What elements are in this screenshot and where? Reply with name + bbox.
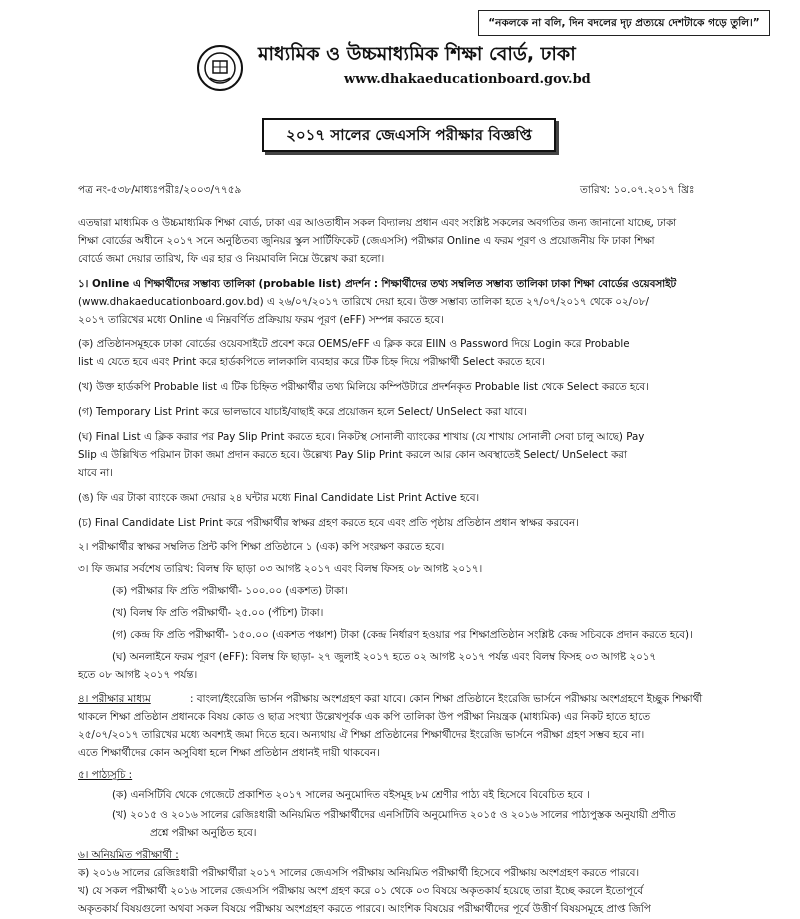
fee-item: হতে ০৮ আগষ্ট ২০১৭ পর্যন্ত। (78, 669, 198, 681)
fee-item: (গ) কেন্দ্র ফি প্রতি পরীক্ষার্থী- ১৫০.০০ (একশত পঞ্চাশ) টাকা (কেন্দ্র নির্ধারণ হওয়ার পর শিক্ষাপ্রতিষ্ঠান সংশ্লিষ্ট কেন্দ্র সচিবকে প্রদান করতে হবে)। (112, 629, 693, 641)
motto-box: “নকলকে না বলি, দিন বদলের দৃঢ় প্রত্যয়ে দেশটাকে গড়ে তুলি।” (478, 10, 770, 36)
board-name: মাধ্যমিক ও উচ্চমাধ্যমিক শিক্ষা বোর্ড, ঢাকা (258, 43, 576, 65)
section5-heading (78, 766, 778, 785)
step-line: list এ যেতে হবে এবং Print করে হার্ডকপিতে লালকালি ব্যবহার করে টিক চিহ্ন দিয়ে পরীক্ষার্থী Select করতে হবে। (78, 356, 545, 368)
step-line: (ঙ) ফি এর টাকা ব্যাংকে জমা দেয়ার ২৪ ঘন্টার মধ্যে Final Candidate List Print Active হবে। (78, 492, 480, 504)
irregular-line: খ) যে সকল পরীক্ষার্থী ২০১৬ সালের জেএসসি পরীক্ষায় অংশ গ্রহণ করে ০১ থেকে ০৩ বিষয়ে অকৃতকার্য হয়েছে তারা ইচ্ছে করলে ইতোপূর্বে (78, 885, 643, 897)
section1-line: ২০১৭ তারিখের মধ্যে Online এ নিম্নবর্ণিত প্রক্রিয়ায় ফরম পূরণ (eFF) সম্পন্ন করতে হবে। (78, 314, 444, 326)
section6-heading (78, 846, 778, 865)
section5-heading-text: ৫। পাঠ্যসূচি : (78, 769, 133, 781)
step-line: (ক) প্রতিষ্ঠানসমূহকে ঢাকা বোর্ডের ওয়েবসাইটে প্রবেশ করে OEMS/eFF এ ক্লিক করে EIIN ও Password দিয়ে Login করে Probable (78, 338, 630, 350)
board-seal-logo (196, 44, 244, 92)
section1-line: (www.dhakaeducationboard.gov.bd) এ ২৬/০৭/২০১৭ তারিখে দেয়া হবে। উক্ত সম্ভাব্য তালিকা হতে ২৭/০৭/২০১৭ থেকে ০২/০৮/ (78, 296, 649, 308)
fee-item: (ঘ) অনলাইনে ফরম পূরণ (eFF): বিলম্ব ফি ছাড়া- ২৭ জুলাই ২০১৭ হতে ০২ আগষ্ট ২০১৭ পর্যন্ত এবং বিলম্ব ফিসহ ০৩ আগষ্ট ২০১৭ (112, 651, 657, 663)
section1-line: ১। Online এ শিক্ষার্থীদের সম্ভাব্য তালিকা (probable list) প্রদর্শন : শিক্ষার্থীদের তথ্য সম্বলিত সম্ভাব্য তালিকা ঢাকা শিক্ষা বোর্ডের ওয়েবসাইট (78, 278, 677, 290)
step-line: (চ) Final Candidate List Print করে পরীক্ষার্থীর স্বাক্ষর গ্রহণ করতে হবে এবং প্রতি পৃষ্ঠায় প্রতিষ্ঠান প্রধান স্বাক্ষর করবেন। (78, 517, 579, 529)
section4-line: ২৫/০৭/২০১৭ তারিখের মধ্যে অবশ্যই জমা দিতে হবে। অন্যথায় ঐ শিক্ষা প্রতিষ্ঠানের শিক্ষার্থীদের ইংরেজি ভার্সনে পরীক্ষা গ্রহণ সম্ভব হবে না। (78, 729, 645, 741)
notice-date: তারিখ: ১০.০৭.২০১৭ খ্রিঃ (580, 184, 695, 196)
board-website: www.dhakaeducationboard.gov.bd (344, 72, 591, 87)
step-line: (খ) উক্ত হার্ডকপি Probable list এ টিক চিহ্নিত পরীক্ষার্থীর তথ্য মিলিয়ে কম্পিউটারে প্রদর্শনকৃত Probable list থেকে Select করতে হবে। (78, 381, 649, 393)
section4-line: এতে শিক্ষার্থীদের কোন অসুবিধা হলে শিক্ষা প্রতিষ্ঠান প্রধানই দায়ী থাকবেন। (78, 747, 380, 759)
memo-number: পত্র নং-৫৩৮/মাধ্যঃপরীঃ/২০০৩/৭৭৫৯ (78, 184, 242, 196)
irregular-line: ক) ২০১৬ সালের রেজিঃধারী পরীক্ষার্থীরা ২০১৭ সালের জেএসসি পরীক্ষায় অনিয়মিত পরীক্ষার্থী হিসেবে পরীক্ষায় অংশগ্রহণ করতে পারবে। (78, 867, 640, 879)
syllabus-item: (খ) ২০১৫ ও ২০১৬ সালের রেজিঃধারী অনিয়মিত পরীক্ষার্থীদের এনসিটিবি অনুমোদিত ২০১৫ ও ২০১৬ সালের পাঠ্যপুস্তক অনুযায়ী প্রণীত (112, 809, 676, 821)
notice-title: ২০১৭ সালের জেএসসি পরীক্ষার বিজ্ঞপ্তি (262, 118, 556, 152)
step-line: যাবে না। (78, 467, 113, 479)
section4-line: থাকলে শিক্ষা প্রতিষ্ঠান প্রধানকে বিষয় কোড ও ছাত্র সংখ্যা উল্লেখপূর্বক এক কপি তালিকা উপ পরীক্ষা নিয়ন্ত্রক (মাধ্যমিক) এর নিকট হাতে হাতে (78, 711, 650, 723)
step-line: (গ) Temporary List Print করে ভালভাবে যাচাই/বাছাই করে প্রয়োজন হলে Select/ UnSelect করা যাবে। (78, 406, 527, 418)
step-line: (ঘ) Final List এ ক্লিক করার পর Pay Slip Print করতে হবে। নিকটস্থ সোনালী ব্যাংকের শাখায় (যে শাখায় সোনালী সেবা চালু আছে) Pay (78, 431, 645, 443)
fee-item: (খ) বিলম্ব ফি প্রতি পরীক্ষার্থী- ২৫.০০ (পঁচিশ) টাকা। (112, 607, 324, 619)
section4-line: : বাংলা/ইংরেজি ভার্সন পরীক্ষায় অংশগ্রহণ করা যাবে। কোন শিক্ষা প্রতিষ্ঠানে ইংরেজি ভার্সনে পরীক্ষায় অংশগ্রহণে ইচ্ছুক শিক্ষার্থী (190, 693, 703, 705)
intro-line: শিক্ষা বোর্ডের অধীনে ২০১৭ সনে অনুষ্ঠিতব্য জুনিয়র স্কুল সার্টিফিকেট (জেএসসি) পরীক্ষার Online এ ফরম পূরণ ও প্রয়োজনীয় ফি ঢাকা শিক্ষা (78, 235, 655, 247)
step-line: Slip এ উল্লিখিত পরিমান টাকা জমা প্রদান করতে হবে। উল্লেখ্য Pay Slip Print করলে আর কোন অবস্থাতেই Select/ UnSelect করা (78, 449, 627, 461)
section2-line: ২। পরীক্ষার্থীর স্বাক্ষর সম্বলিত প্রিন্ট কপি শিক্ষা প্রতিষ্ঠানে ১ (এক) কপি সংরক্ষণ করতে হবে। (78, 541, 445, 553)
syllabus-item: প্রশ্নে পরীক্ষা অনুষ্ঠিত হবে। (150, 827, 257, 839)
intro-line: বোর্ডে জমা দেয়ার তারিখ, ফি এর হার ও নিয়মাবলি নিম্নে উল্লেখ করা হলো। (78, 253, 385, 265)
syllabus-item: (ক) এনসিটিবি থেকে গেজেটে প্রকাশিত ২০১৭ সালের অনুমোদিত বইসমূহ ৮ম শ্রেণীর পাঠ্য বই হিসেবে বিবেচিত হবে । (112, 789, 590, 801)
irregular-line: অকৃতকার্য বিষয়গুলো অথবা সকল বিষয়ে পরীক্ষায় অংশগ্রহণ করতে পারবে। আংশিক বিষয়ের পরীক্ষার্থীদের পূর্বে উত্তীর্ণ বিষয়সমূহে প্রাপ্ত জিপি (78, 903, 651, 915)
fee-item: (ক) পরীক্ষার ফি প্রতি পরীক্ষার্থী- ১০০.০০ (একশত) টাকা। (112, 585, 348, 597)
section4-label (78, 690, 188, 709)
intro-line: এতদ্বারা মাধ্যমিক ও উচ্চমাধ্যমিক শিক্ষা বোর্ড, ঢাকা এর আওতাধীন সকল বিদ্যালয় প্রধান এবং সংশ্লিষ্ট সকলের অবগতির জন্য জানানো যাচ্ছে, ঢাকা (78, 217, 677, 229)
section6-heading-text: ৬। অনিয়মিত পরীক্ষার্থী : (78, 849, 179, 861)
section3-heading: ৩। ফি জমার সর্বশেষ তারিখ: বিলম্ব ফি ছাড়া ০৩ আগষ্ট ২০১৭ এবং বিলম্ব ফিসহ ০৮ আগষ্ট ২০১৭। (78, 563, 483, 575)
section4-label-text: ৪। পরীক্ষার মাধ্যম (78, 693, 151, 705)
